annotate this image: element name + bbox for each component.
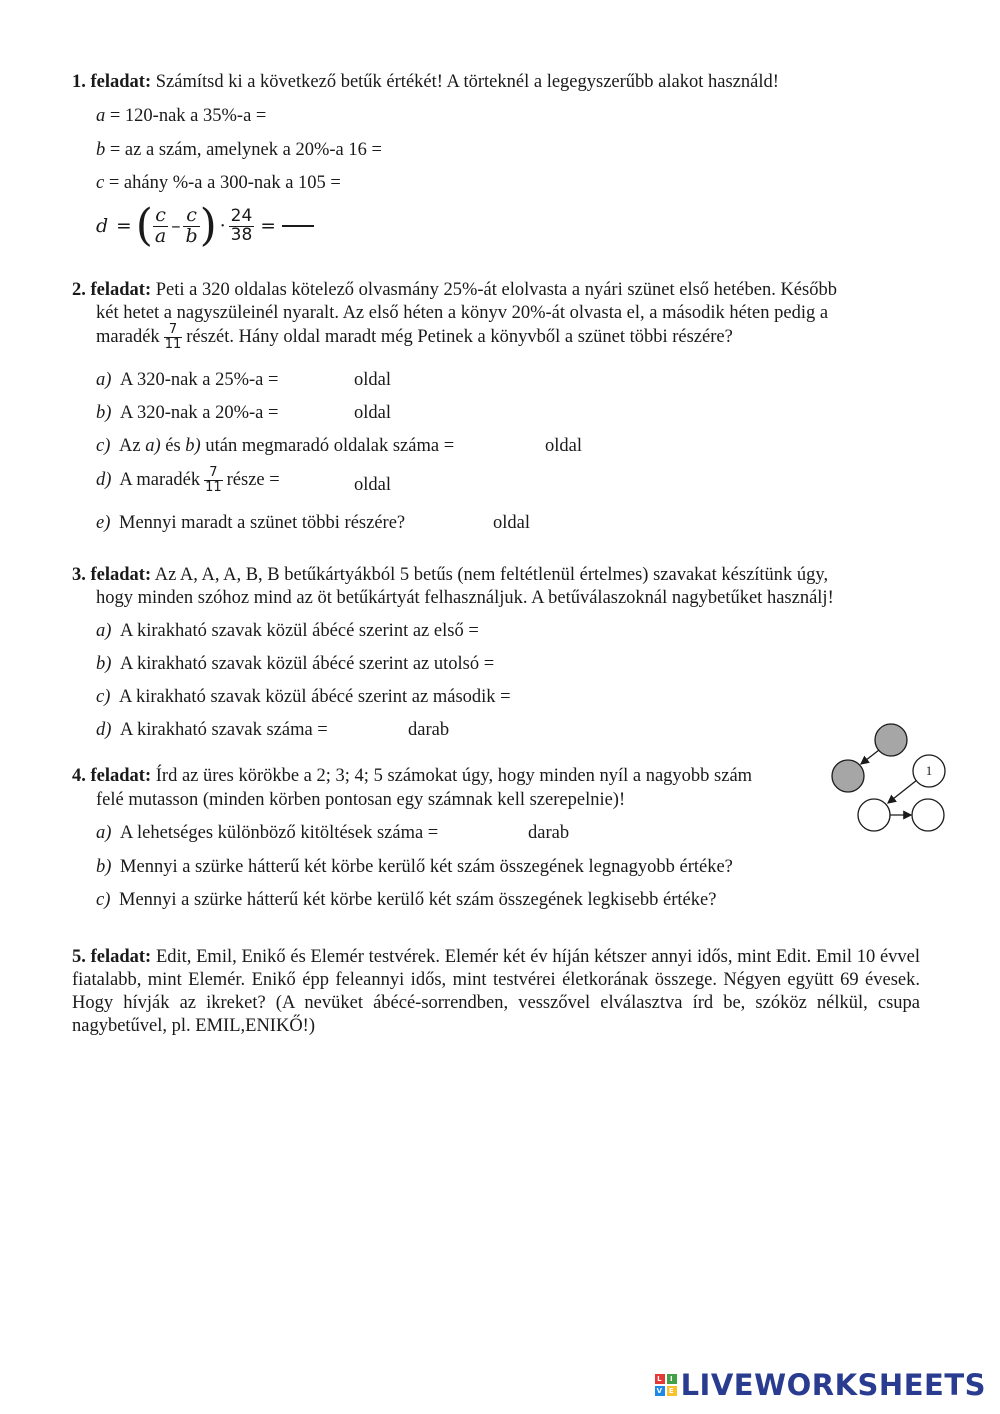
task4-item-a-unit: darab — [528, 823, 570, 843]
item-ref-a: a) — [145, 436, 161, 456]
task1-item-a — [96, 106, 266, 127]
task3-line1 — [72, 565, 828, 586]
item-label: b) — [96, 857, 112, 877]
item-label: a) — [96, 621, 112, 641]
task2-item-e-unit: oldal — [493, 513, 530, 533]
answer-blank-line — [282, 225, 314, 227]
task2-item-b — [96, 403, 278, 424]
item-text: A 320-nak a 20%-a = — [120, 403, 279, 423]
task3-item-a — [96, 621, 479, 642]
item-text: A kirakható szavak közül ábécé szerint az utolsó = — [120, 654, 495, 674]
task2-item-a — [96, 370, 278, 391]
logo-square: L — [655, 1374, 665, 1384]
task2-item-c — [96, 436, 454, 457]
fraction-7-over-11 — [164, 323, 183, 351]
fraction-c-over-a — [153, 203, 168, 247]
item-text: A lehetséges különböző kitöltések száma = — [120, 823, 439, 843]
paren-close: ) — [199, 200, 217, 251]
task1-item-c — [96, 173, 341, 194]
item-label: c) — [96, 687, 111, 707]
item-text-mid: és — [165, 436, 181, 456]
task2-item-d — [96, 466, 280, 494]
formula-eq2: = — [260, 215, 276, 237]
task2-item-b-unit: oldal — [354, 403, 391, 423]
logo-square: I — [667, 1374, 677, 1384]
item-text-pre: Az — [119, 436, 141, 456]
minus-sign: – — [171, 215, 181, 237]
frac-num: 24 — [230, 205, 253, 226]
item-text: A kirakható szavak száma = — [120, 720, 328, 740]
item-text: Mennyi a szürke hátterű két körbe kerülő két szám összegének legnagyobb értéke? — [120, 857, 733, 877]
frac-num: 7 — [209, 465, 218, 480]
fraction-24-over-38 — [229, 205, 255, 245]
task2-text-3a: maradék — [96, 326, 160, 347]
item-text: A 320-nak a 25%-a = — [120, 370, 279, 390]
given-value-label: 1 — [925, 763, 933, 778]
task3-item-d-unit: darab — [408, 720, 450, 740]
var-b: b — [96, 140, 106, 160]
item-text-post: része = — [226, 469, 280, 490]
frac-num: c — [155, 203, 166, 226]
task3-line2: hogy minden szóhoz mind az öt betűkártyát felhasználjuk. A betűválaszoknál nagybetűket használj! — [96, 588, 834, 608]
task3-item-b — [96, 654, 494, 675]
task1-title: 1. feladat: — [72, 72, 152, 92]
item-label: d) — [96, 469, 112, 490]
formula-eq1: = — [116, 215, 132, 237]
frac-num: c — [186, 203, 197, 226]
task2-item-a-unit: oldal — [354, 370, 391, 390]
fraction-c-over-b — [183, 203, 199, 247]
task4-line2: felé mutasson (minden körben pontosan egy számnak kell szerepelnie)! — [96, 790, 626, 810]
frac-num: 7 — [168, 322, 178, 337]
item-text-post: után megmaradó oldalak száma = — [205, 436, 455, 456]
frac-den: a — [154, 224, 167, 247]
var-a: a — [96, 106, 106, 126]
item-label: c) — [96, 436, 111, 456]
task1-text: Számítsd ki a következő betűk értékét! A törteknél a legegyszerűbb alakot használd! — [155, 72, 779, 92]
paren-open: ( — [135, 200, 153, 251]
arrow-right-to-bottom-left — [888, 780, 917, 803]
liveworksheets-logo — [655, 1368, 986, 1402]
task5-block — [72, 946, 920, 1038]
task1-heading — [72, 72, 779, 93]
task2-item-e — [96, 513, 405, 534]
logo-squares-icon — [655, 1374, 677, 1396]
circle-arrow-diagram — [826, 716, 950, 838]
logo-square: V — [655, 1386, 665, 1396]
dot-sign: · — [219, 215, 226, 237]
task2-item-c-unit: oldal — [545, 436, 582, 456]
task5-title: 5. feladat: — [72, 947, 152, 967]
task1-item-b — [96, 140, 382, 161]
frac-den: 11 — [164, 336, 182, 352]
task1-item-a-text: = 120-nak a 35%-a = — [109, 106, 267, 126]
item-label: b) — [96, 403, 112, 423]
item-text: Mennyi a szürke hátterű két körbe kerülő két szám összegének legkisebb értéke? — [119, 890, 717, 910]
var-c: c — [96, 173, 105, 193]
task3-title: 3. feladat: — [72, 565, 152, 585]
empty-circle-bottom-left[interactable] — [858, 799, 890, 831]
arrow-top-to-left — [861, 750, 879, 764]
gray-circle-left[interactable] — [832, 760, 864, 792]
task4-item-c — [96, 890, 716, 911]
task2-line1 — [72, 280, 837, 301]
var-d: d — [96, 215, 109, 237]
task3-item-d — [96, 720, 328, 741]
empty-circle-bottom-right[interactable] — [912, 799, 944, 831]
item-label: a) — [96, 370, 112, 390]
item-text: Mennyi maradt a szünet többi részére? — [119, 513, 406, 533]
task4-item-a — [96, 823, 438, 844]
task4-line1 — [72, 766, 752, 787]
task2-text-1: Peti a 320 oldalas kötelező olvasmány 25%-át elolvasta a nyári szünet első hetében. Később — [155, 280, 837, 300]
gray-circle-top[interactable] — [875, 724, 907, 756]
item-text-pre: A maradék — [119, 469, 201, 490]
item-text: A kirakható szavak közül ábécé szerint az első = — [120, 621, 479, 641]
task4-item-b — [96, 857, 733, 878]
frac-den: b — [185, 224, 198, 247]
task4-title: 4. feladat: — [72, 766, 152, 786]
logo-square: E — [667, 1386, 677, 1396]
item-ref-b: b) — [185, 436, 201, 456]
task4-text-1: Írd az üres körökbe a 2; 3; 4; 5 számokat úgy, hogy minden nyíl a nagyobb szám — [155, 766, 753, 786]
task2-title: 2. feladat: — [72, 280, 152, 300]
item-label: b) — [96, 654, 112, 674]
task3-item-c — [96, 687, 511, 708]
task1-formula — [96, 200, 314, 251]
task1-item-c-text: = ahány %-a a 300-nak a 105 = — [108, 173, 341, 193]
task1-item-b-text: = az a szám, amelynek a 20%-a 16 = — [109, 140, 382, 160]
task2-text-3b: részét. Hány oldal maradt még Petinek a könyvből a szünet többi részére? — [186, 326, 733, 347]
frac-den: 11 — [205, 479, 222, 495]
task3-text-1: Az A, A, A, B, B betűkártyákból 5 betűs (nem feltétlenül értelmes) szavakat készítünk úgy, — [154, 565, 829, 585]
item-label: a) — [96, 823, 112, 843]
item-label: c) — [96, 890, 111, 910]
fraction-7-over-11 — [204, 466, 223, 494]
task2-item-d-unit: oldal — [354, 475, 391, 495]
logo-text: LIVEWORKSHEETS — [680, 1368, 986, 1402]
task2-line3 — [96, 323, 733, 351]
frac-den: 38 — [230, 224, 253, 245]
task5-text: Edit, Emil, Enikő és Elemér testvérek. Elemér két év híján kétszer annyi idős, mint Edit. Emil 10 évvel fiatalabb, mint Elemér. Enikő épp feleannyi idős, mint testvérei életkorának összege. Négyen együtt 69 évesek. Hogy hívják az ikreket? (A nevüket ábécé-sorrendben, vesszővel elválasztva írd be, szóköz nélkül, csupa nagybetűvel, pl. EMIL,ENIKŐ!) — [72, 947, 921, 1036]
task2-line2: két hetet a nagyszüleinél nyaralt. Az első héten a könyv 20%-át olvasta el, a második héten pedig a — [96, 303, 829, 323]
item-label: e) — [96, 513, 111, 533]
item-text: A kirakható szavak közül ábécé szerint az második = — [119, 687, 511, 707]
item-label: d) — [96, 720, 112, 740]
